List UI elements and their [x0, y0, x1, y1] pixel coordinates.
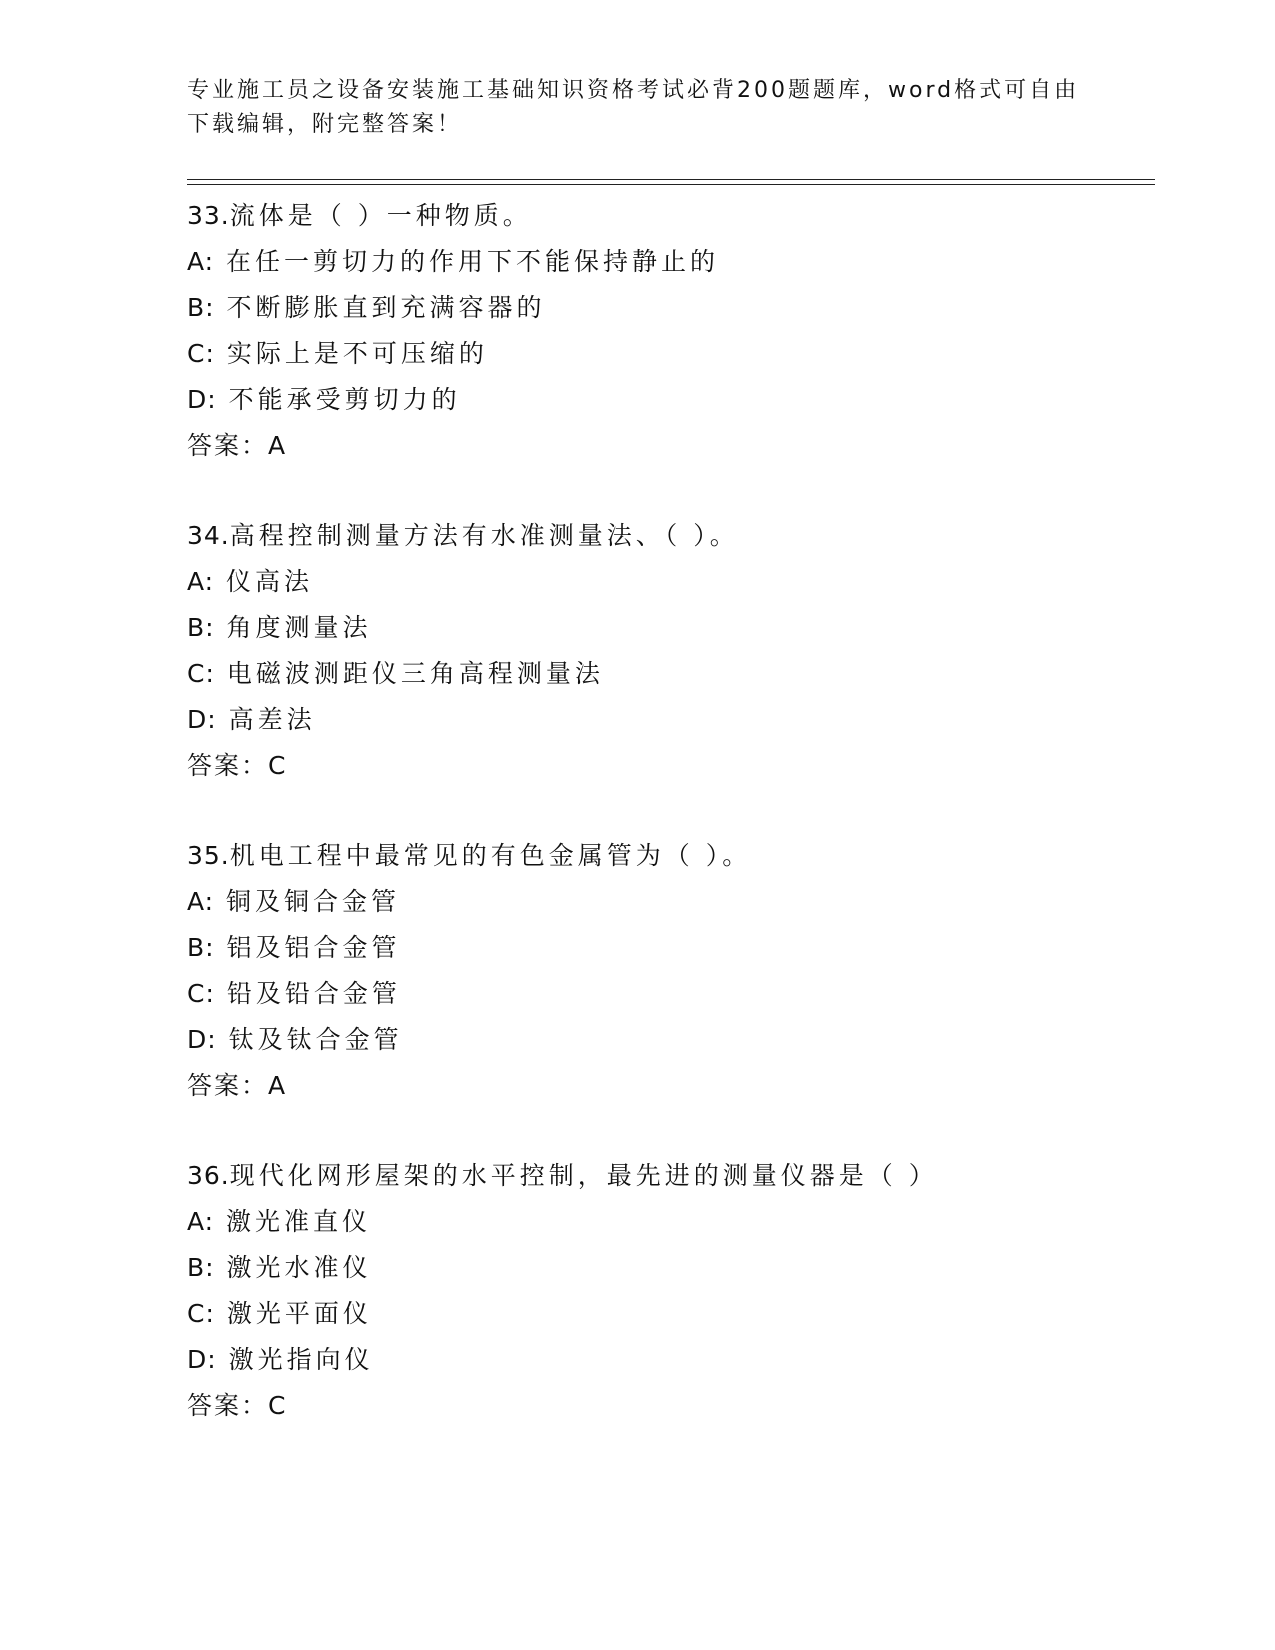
answer: [187, 1063, 1147, 1109]
answer-label: 答案：: [187, 751, 269, 780]
option-key: C:: [187, 339, 215, 368]
answer-value: A: [268, 431, 288, 460]
header-line-2: 下载编辑，附完整答案！: [187, 112, 463, 137]
question-text: 流体是（ ）一种物质。: [229, 201, 532, 230]
question-33: [187, 193, 1147, 469]
question-number: 36.: [187, 1161, 230, 1190]
option-b: [187, 925, 1147, 971]
option-key: A:: [187, 887, 215, 916]
option-key: A:: [187, 1207, 215, 1236]
option-d: [187, 1337, 1147, 1383]
question-text: 现代化网形屋架的水平控制，最先进的测量仪器是（ ）: [229, 1161, 938, 1190]
option-key: A:: [187, 567, 215, 596]
question-number: 35.: [187, 841, 230, 870]
option-key: C:: [187, 1299, 215, 1328]
option-text: 实际上是不可压缩的: [226, 339, 488, 368]
option-key: B:: [187, 933, 215, 962]
option-text: 角度测量法: [226, 613, 372, 642]
answer: [187, 423, 1147, 469]
option-d: [187, 697, 1147, 743]
option-key: A:: [187, 247, 215, 276]
option-b: [187, 605, 1147, 651]
answer-value: A: [268, 1071, 288, 1100]
question-number: 34.: [187, 521, 230, 550]
option-key: D:: [187, 385, 217, 414]
option-a: [187, 879, 1147, 925]
question-text: 机电工程中最常见的有色金属管为（ ）。: [229, 841, 752, 870]
option-text: 不断膨胀直到充满容器的: [226, 293, 546, 322]
question-number: 33.: [187, 201, 230, 230]
option-text: 铝及铝合金管: [226, 933, 401, 962]
option-a: [187, 1199, 1147, 1245]
header-divider-top: [187, 179, 1155, 180]
question-35: [187, 833, 1147, 1109]
option-c: [187, 651, 1147, 697]
option-text: 铜及铜合金管: [226, 887, 401, 916]
option-key: B:: [187, 1253, 215, 1282]
option-text: 激光平面仪: [226, 1299, 372, 1328]
option-a: [187, 559, 1147, 605]
option-text: 钛及钛合金管: [228, 1025, 403, 1054]
question-text: 高程控制测量方法有水准测量法、（ ）。: [229, 521, 739, 550]
option-key: B:: [187, 613, 215, 642]
answer-label: 答案：: [187, 1391, 269, 1420]
answer-value: C: [268, 1391, 288, 1420]
question-stem: [187, 193, 1147, 239]
option-b: [187, 1245, 1147, 1291]
option-text: 仪高法: [226, 567, 314, 596]
option-c: [187, 971, 1147, 1017]
option-c: [187, 331, 1147, 377]
option-text: 在任一剪切力的作用下不能保持静止的: [226, 247, 720, 276]
option-text: 高差法: [228, 705, 316, 734]
question-36: [187, 1153, 1147, 1429]
answer-label: 答案：: [187, 1071, 269, 1100]
option-key: C:: [187, 659, 215, 688]
option-key: D:: [187, 705, 217, 734]
header-divider-bottom: [187, 184, 1155, 185]
question-stem: [187, 1153, 1147, 1199]
option-text: 激光指向仪: [228, 1345, 374, 1374]
option-text: 激光准直仪: [226, 1207, 372, 1236]
answer-value: C: [268, 751, 288, 780]
answer: [187, 1383, 1147, 1429]
question-stem: [187, 513, 1147, 559]
option-c: [187, 1291, 1147, 1337]
option-key: C:: [187, 979, 215, 1008]
page-header: [187, 74, 1087, 142]
header-line-1: 专业施工员之设备安装施工基础知识资格考试必背200题题库，word格式可自由: [187, 78, 1080, 103]
option-a: [187, 239, 1147, 285]
option-text: 激光水准仪: [226, 1253, 372, 1282]
option-text: 电磁波测距仪三角高程测量法: [226, 659, 604, 688]
option-key: D:: [187, 1025, 217, 1054]
option-text: 铅及铅合金管: [226, 979, 401, 1008]
option-d: [187, 377, 1147, 423]
option-key: D:: [187, 1345, 217, 1374]
option-key: B:: [187, 293, 215, 322]
question-stem: [187, 833, 1147, 879]
option-b: [187, 285, 1147, 331]
option-d: [187, 1017, 1147, 1063]
question-34: [187, 513, 1147, 789]
option-text: 不能承受剪切力的: [228, 385, 461, 414]
answer-label: 答案：: [187, 431, 269, 460]
answer: [187, 743, 1147, 789]
